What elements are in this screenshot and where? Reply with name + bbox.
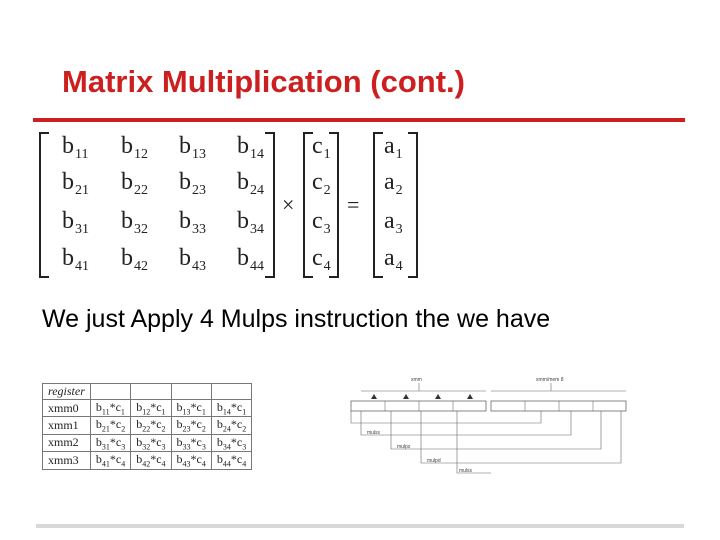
b-matrix-entry: $b_{14}$ bbox=[237, 133, 264, 162]
slide-caption: We just Apply 4 Mulps instruction the we have bbox=[42, 305, 551, 333]
a-vector-entry: $a_1$ bbox=[384, 133, 403, 162]
register-cell: $b_{21}*c_2$ bbox=[90, 417, 130, 434]
table-row bbox=[43, 434, 252, 451]
register-cell: $b_{12}*c_1$ bbox=[131, 400, 171, 417]
b-matrix-entry: $b_{24}$ bbox=[237, 169, 264, 198]
register-header: register bbox=[43, 384, 91, 400]
dest-register-box bbox=[351, 401, 486, 411]
b-matrix-entry: $b_{42}$ bbox=[121, 245, 148, 274]
source-register-box bbox=[491, 401, 626, 411]
register-name: xmm1 bbox=[43, 417, 91, 434]
register-table bbox=[42, 383, 252, 470]
c-vector-entry: $c_4$ bbox=[312, 245, 331, 274]
b-matrix-entry: $b_{34}$ bbox=[237, 208, 264, 237]
register-cell: $b_{32}*c_3$ bbox=[131, 434, 171, 451]
register-cell: $b_{42}*c_4$ bbox=[131, 452, 171, 469]
register-cell: $b_{24}*c_2$ bbox=[211, 417, 251, 434]
mulps-diagram bbox=[341, 373, 631, 483]
diagram-instr-label-4: mulss bbox=[459, 468, 473, 474]
a-vector-entry: $a_4$ bbox=[384, 245, 403, 274]
register-cell: $b_{23}*c_2$ bbox=[171, 417, 211, 434]
b-matrix-entry: $b_{22}$ bbox=[121, 169, 148, 198]
register-cell: $b_{41}*c_4$ bbox=[90, 452, 130, 469]
a-vector-left-bracket bbox=[373, 132, 383, 278]
b-matrix-entry: $b_{31}$ bbox=[62, 208, 89, 237]
b-matrix-entry: $b_{41}$ bbox=[62, 245, 89, 274]
diagram-top-right-label: xmm/mem 8 bbox=[536, 377, 564, 383]
register-name: xmm0 bbox=[43, 400, 91, 417]
a-vector-right-bracket bbox=[408, 132, 418, 278]
equals-operator: = bbox=[347, 192, 360, 217]
b-matrix-entry: $b_{44}$ bbox=[237, 245, 264, 274]
c-vector-entry: $c_3$ bbox=[312, 208, 331, 237]
b-matrix-entry: $b_{21}$ bbox=[62, 169, 89, 198]
register-name: xmm2 bbox=[43, 434, 91, 451]
slide-title: Matrix Multiplication (cont.) bbox=[62, 64, 465, 99]
table-row bbox=[43, 452, 252, 469]
diagram-instr-label-1: mulss bbox=[367, 430, 381, 436]
b-matrix-right-bracket bbox=[265, 132, 275, 278]
register-cell: $b_{33}*c_3$ bbox=[171, 434, 211, 451]
b-matrix-entry: $b_{33}$ bbox=[179, 208, 206, 237]
b-matrix-entry: $b_{32}$ bbox=[121, 208, 148, 237]
diagram-instr-label-3: mulpd bbox=[427, 458, 441, 464]
a-vector-entry: $a_3$ bbox=[384, 208, 403, 237]
register-cell: $b_{11}*c_1$ bbox=[90, 400, 130, 417]
register-cell: $b_{14}*c_1$ bbox=[211, 400, 251, 417]
diagram-instr-label-2: mulps bbox=[397, 444, 411, 450]
title-divider bbox=[33, 118, 685, 122]
b-matrix-entry: $b_{43}$ bbox=[179, 245, 206, 274]
table-row bbox=[43, 417, 252, 434]
register-name: xmm3 bbox=[43, 452, 91, 469]
c-vector-entry: $c_1$ bbox=[312, 133, 331, 162]
b-matrix-left-bracket bbox=[39, 132, 49, 278]
b-matrix-entry: $b_{12}$ bbox=[121, 133, 148, 162]
register-cell: $b_{43}*c_4$ bbox=[171, 452, 211, 469]
register-table-header-row bbox=[43, 384, 252, 400]
register-cell: $b_{22}*c_2$ bbox=[131, 417, 171, 434]
register-cell: $b_{44}*c_4$ bbox=[211, 452, 251, 469]
times-operator: × bbox=[282, 192, 295, 217]
b-matrix-entry: $b_{23}$ bbox=[179, 169, 206, 198]
c-vector-entry: $c_2$ bbox=[312, 169, 331, 198]
b-matrix-entry: $b_{13}$ bbox=[179, 133, 206, 162]
a-vector-entry: $a_2$ bbox=[384, 169, 403, 198]
register-cell: $b_{31}*c_3$ bbox=[90, 434, 130, 451]
footer-divider bbox=[36, 524, 684, 528]
b-matrix-entry: $b_{11}$ bbox=[62, 133, 89, 162]
register-cell: $b_{34}*c_3$ bbox=[211, 434, 251, 451]
diagram-top-left-label: xmm bbox=[411, 377, 422, 383]
table-row bbox=[43, 400, 252, 417]
register-cell: $b_{13}*c_1$ bbox=[171, 400, 211, 417]
